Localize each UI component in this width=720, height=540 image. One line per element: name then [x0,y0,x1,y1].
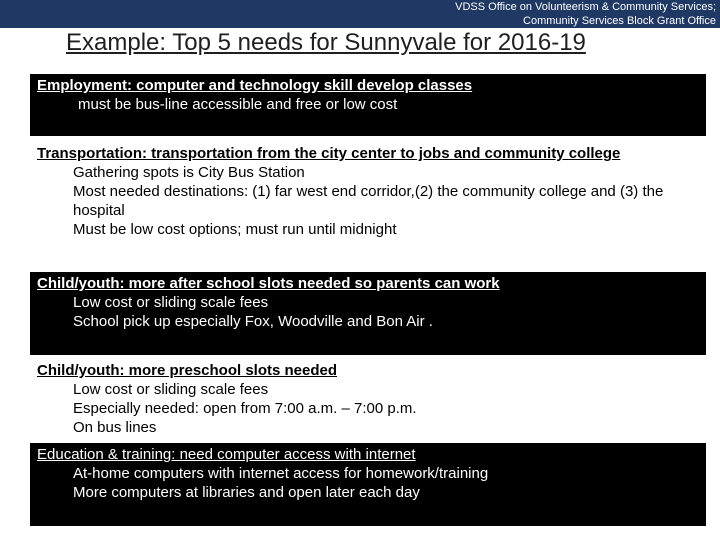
need-preschool [30,359,706,439]
need-detail: School pick up especially Fox, Woodville and Bon Air . [73,313,433,330]
need-detail: must be bus-line accessible and free or low cost [78,96,398,113]
need-detail: Low cost or sliding scale fees [73,381,269,398]
office-header-line-1: VDSS Office on Volunteerism & Community Services; [455,1,716,13]
need-detail: Low cost or sliding scale fees [73,294,269,311]
need-detail: Gathering spots is City Bus Station [73,164,305,181]
need-detail: Especially needed: open from 7:00 a.m. – 7:00 p.m. [73,400,417,417]
need-detail: Must be low cost options; must run until midnight [73,221,397,238]
need-detail: On bus lines [73,419,157,436]
page-title: Example: Top 5 needs for Sunnyvale for 2016-19 [66,29,586,56]
need-heading: Education & training: need computer access with internet [37,446,416,463]
need-detail: At-home computers with internet access for homework/training [73,465,489,482]
need-heading: Child/youth: more preschool slots needed [37,362,338,379]
need-detail: Most needed destinations: (1) far west end corridor,(2) the community college and (3) the hospital [73,183,664,219]
need-after-school [30,272,706,355]
need-heading: Transportation: transportation from the city center to jobs and community college [37,145,621,162]
need-detail: More computers at libraries and open later each day [73,484,420,501]
office-header [316,0,716,28]
need-heading: Employment: computer and technology skill develop classes [37,77,473,94]
need-heading: Child/youth: more after school slots needed so parents can work [37,275,500,292]
office-header-line-2: Community Services Block Grant Office [523,15,716,27]
need-transportation [30,142,706,266]
need-education [30,443,706,526]
need-employment [30,74,706,136]
